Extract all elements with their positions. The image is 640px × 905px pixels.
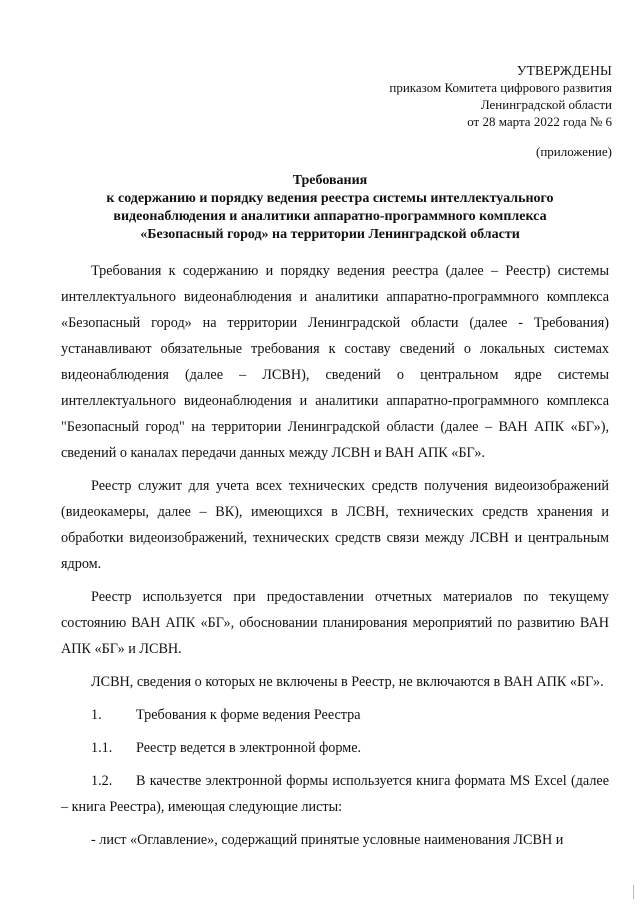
document-title <box>50 172 610 244</box>
section-text: Реестр ведется в электронной форме. <box>136 740 362 756</box>
paragraph-scope: Требования к содержанию и порядку ведения реестра (далее – Реестр) системы интеллектуального видеонаблюдения и аналитики аппаратно-программного комплекса «Безопасный город» на территории Ленинградской области (далее - Требования) устанавливают обязательные требования к составу сведений о локальных системах видеонаблюдения (далее – ЛСВН), сведений о центральном ядре системы интеллектуального видеонаблюдения и аналитики аппаратно-программного комплекса "Безопасный город" на территории Ленинградской области (далее – ВАН АПК «БГ»), сведений о каналах передачи данных между ЛСВН и ВАН АПК «БГ». <box>61 263 609 461</box>
section-1-2 <box>61 768 609 820</box>
appendix-label: (приложение) <box>535 144 612 159</box>
approval-block <box>292 62 612 130</box>
section-number: 1.2. <box>91 773 113 789</box>
section-title: Требования к форме ведения Реестра <box>136 707 361 723</box>
approval-date-line: от 28 марта 2022 года № 6 <box>467 114 612 129</box>
title-line-1: Требования <box>292 173 368 188</box>
scan-edge-mark <box>633 885 634 899</box>
paragraph-registry-usage: Реестр используется при предоставлении отчетных материалов по текущему состоянию ВАН АПК «БГ», обосновании планирования мероприятий по развитию ВАН АПК «БГ» и ЛСВН. <box>61 589 609 657</box>
title-line-3: видеонаблюдения и аналитики аппаратно-программного комплекса <box>113 209 547 224</box>
section-1-1 <box>61 735 609 761</box>
paragraph-registry-purpose: Реестр служит для учета всех технических средств получения видеоизображений (видеокамеры, далее – ВК), имеющихся в ЛСВН, технических средств хранения и обработки видеоизображений, технических средств связи между ЛСВН и центральным ядром. <box>61 478 609 572</box>
paragraph-exclusion: ЛСВН, сведения о которых не включены в Реестр, не включаются в ВАН АПК «БГ». <box>91 674 604 690</box>
list-item: - лист «Оглавление», содержащий принятые условные наименования ЛСВН и <box>91 832 564 848</box>
document-body <box>61 258 609 860</box>
title-line-2: к содержанию и порядку ведения реестра системы интеллектуального <box>106 191 554 206</box>
approval-order-line: приказом Комитета цифрового развития <box>389 80 612 95</box>
section-1-heading <box>61 702 609 728</box>
section-number: 1. <box>91 707 102 723</box>
approval-heading: УТВЕРЖДЕНЫ <box>516 63 612 78</box>
section-text: В качестве электронной формы используется книга формата MS Excel (далее – книга Реестра), имеющая следующие листы: <box>61 773 609 815</box>
title-line-4: «Безопасный город» на территории Ленинградской области <box>140 227 520 242</box>
section-number: 1.1. <box>91 740 113 756</box>
approval-region-line: Ленинградской области <box>480 97 612 112</box>
